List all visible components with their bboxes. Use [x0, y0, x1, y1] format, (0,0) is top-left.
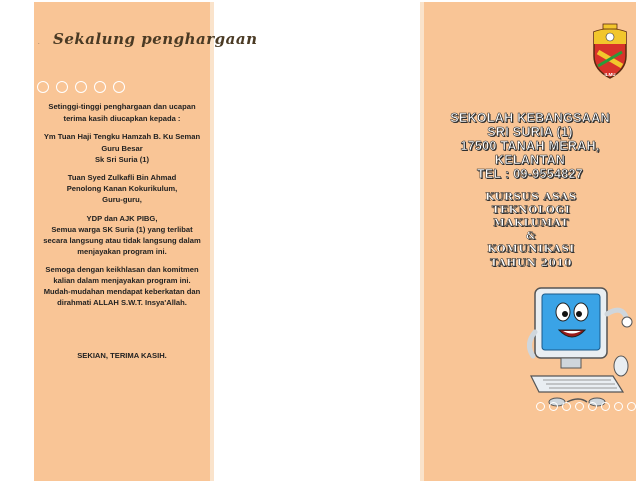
school-line: SRI SURIA (1)	[487, 125, 573, 139]
computer-mascot-icon	[527, 284, 635, 408]
circle-icon	[601, 402, 610, 411]
circle-icon	[113, 81, 125, 93]
ack-line: secara langsung atau tidak langsung dalam	[43, 236, 201, 245]
ack-line: Sk Sri Suria (1)	[94, 155, 150, 164]
ack-line: Mudah-mudahan mendapat keberkatan dan	[43, 287, 201, 296]
left-fold-strip	[210, 2, 214, 481]
course-line: TEKNOLOGI	[491, 204, 571, 216]
ack-line: Semua warga SK Suria (1) yang terlibat	[51, 225, 193, 234]
crest-motto: ILMU	[604, 72, 616, 77]
tiny-dot: .	[38, 40, 40, 46]
circle-icon	[75, 81, 87, 93]
ack-line: Guru Besar	[101, 144, 143, 153]
course-line: KOMUNIKASI	[487, 243, 575, 255]
school-crest-icon	[588, 22, 632, 82]
school-line: TEL : 09-9554827	[476, 167, 584, 181]
ack-line: Tuan Syed Zulkafli Bin Ahmad	[67, 173, 177, 182]
ack-line: Penolong Kanan Kokurikulum,	[66, 184, 178, 193]
circle-icon	[575, 402, 584, 411]
closing-line: SEKIAN, TERIMA KASIH.	[77, 351, 167, 360]
school-line: KELANTAN	[494, 153, 566, 167]
circle-icon	[627, 402, 636, 411]
course-line: MAKLUMAT	[493, 217, 569, 229]
circle-icon	[536, 402, 545, 411]
circle-icon	[562, 402, 571, 411]
circle-icon	[549, 402, 558, 411]
circle-icon	[588, 402, 597, 411]
ack-line: YDP dan AJK PIBG,	[86, 214, 158, 223]
circle-icon	[614, 402, 623, 411]
circle-icon	[37, 81, 49, 93]
heading: Sekalung penghargaan	[53, 30, 258, 48]
ack-line: terima kasih diucapkan kepada :	[63, 114, 181, 123]
decorative-circles	[536, 402, 636, 411]
school-line: 17500 TANAH MERAH,	[460, 139, 600, 153]
circle-icon	[56, 81, 68, 93]
ack-line: kalian dalam menjayakan program ini.	[53, 276, 191, 285]
course-line: KURSUS ASAS	[485, 191, 577, 203]
decorative-circles	[37, 81, 125, 93]
ack-line: dirahmati ALLAH S.W.T. Insya'Allah.	[57, 298, 187, 307]
course-line: TAHUN 2010	[490, 257, 572, 269]
ack-line: Ym Tuan Haji Tengku Hamzah B. Ku Seman	[43, 132, 201, 141]
ack-line: Semoga dengan keikhlasan dan komitmen	[45, 265, 199, 274]
ack-line: Guru-guru,	[102, 195, 142, 204]
circle-icon	[94, 81, 106, 93]
school-line: SEKOLAH KEBANGSAAN	[450, 111, 610, 125]
ack-line: Setinggi-tinggi penghargaan dan ucapan	[48, 102, 196, 111]
course-line: &	[526, 230, 536, 242]
ack-line: menjayakan program ini.	[77, 247, 167, 256]
